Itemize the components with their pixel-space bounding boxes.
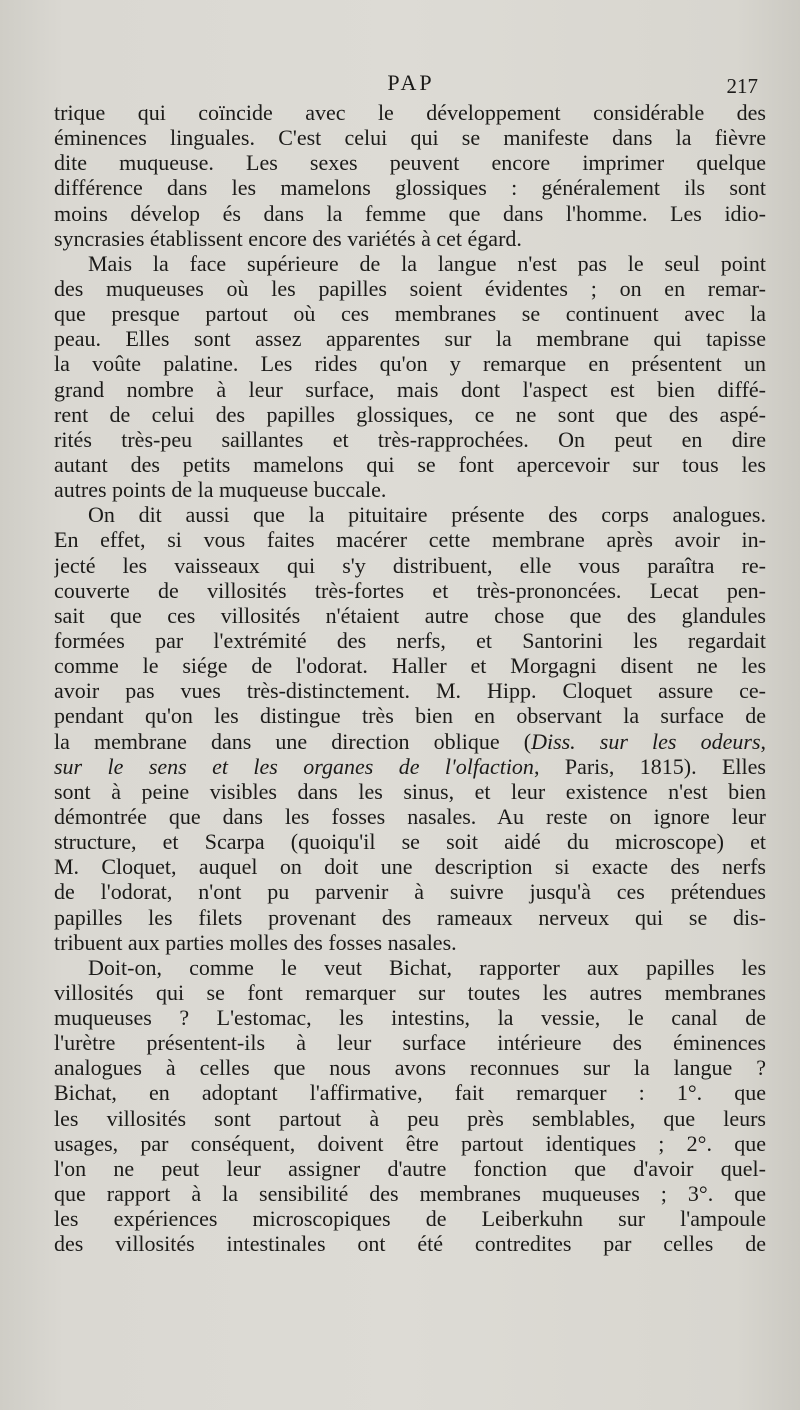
line-text: villosités qui se font remarquer sur toutes les autres membranes bbox=[54, 979, 766, 1005]
text-line bbox=[54, 351, 766, 376]
line-text: éminences linguales. C'est celui qui se manifeste dans la fièvre bbox=[54, 125, 766, 151]
line-text: les expériences microscopiques de Leiberkuhn sur l'ampoule bbox=[54, 1206, 766, 1232]
text-line bbox=[54, 251, 766, 276]
text-line bbox=[54, 201, 766, 226]
text-line bbox=[54, 1080, 766, 1105]
line-text: autres points de la muqueuse buccale. bbox=[54, 477, 387, 503]
line-text: l'on ne peut leur assigner d'autre fonction que d'avoir quel- bbox=[54, 1155, 766, 1181]
text-line bbox=[54, 326, 766, 351]
text-line bbox=[54, 1131, 766, 1156]
text-line bbox=[54, 1231, 766, 1256]
text-line bbox=[54, 854, 766, 879]
line-text: comme le siége de l'odorat. Haller et Morgagni disent ne les bbox=[54, 653, 766, 679]
line-text: la voûte palatine. Les rides qu'on y remarque en présentent un bbox=[54, 351, 766, 377]
line-text: grand nombre à leur surface, mais dont l'aspect est bien diffé- bbox=[54, 376, 766, 402]
line-text: démontrée que dans les fosses nasales. Au reste on ignore leur bbox=[54, 803, 766, 829]
text-line bbox=[54, 502, 766, 527]
text-line bbox=[54, 779, 766, 804]
line-text: pendant qu'on les distingue très bien en observant la surface de bbox=[54, 703, 766, 729]
line-text: rent de celui des papilles glossiques, ce ne sont que des aspé- bbox=[54, 401, 766, 427]
line-text: différence dans les mamelons glossiques : généralement ils sont bbox=[54, 175, 766, 201]
text-line bbox=[54, 125, 766, 150]
line-text: sait que ces villosités n'étaient autre chose que des glandules bbox=[54, 602, 766, 628]
text-line bbox=[54, 1005, 766, 1030]
text-line bbox=[54, 603, 766, 628]
line-text: On dit aussi que la pituitaire présente des corps analogues. bbox=[88, 502, 766, 528]
line-text: papilles les filets provenant des rameaux nerveux qui se dis- bbox=[54, 904, 766, 930]
line-text: analogues à celles que nous avons reconnues sur la langue ? bbox=[54, 1055, 766, 1081]
text-line bbox=[54, 452, 766, 477]
line-text: trique qui coïncide avec le développement considérable des bbox=[54, 100, 766, 125]
running-head: PAP bbox=[387, 70, 435, 95]
line-text: En effet, si vous faites macérer cette membrane après avoir in- bbox=[54, 527, 766, 553]
line-text: structure, et Scarpa (quoiqu'il se soit aidé du microscope) et bbox=[54, 829, 766, 855]
line-text: peau. Elles sont assez apparentes sur la membrane qui tapisse bbox=[54, 326, 766, 352]
line-italic-text: sur le sens et les organes de l'olfaction bbox=[54, 753, 534, 779]
page-number: 217 bbox=[726, 74, 758, 98]
text-line bbox=[54, 955, 766, 980]
text-line bbox=[54, 1030, 766, 1055]
line-text: que rapport à la sensibilité des membranes muqueuses ; 3°. que bbox=[54, 1181, 766, 1207]
text-line bbox=[54, 1055, 766, 1080]
text-line bbox=[54, 226, 766, 251]
text-line bbox=[54, 276, 766, 301]
text-line bbox=[54, 980, 766, 1005]
text-line bbox=[54, 1106, 766, 1131]
text-line bbox=[54, 829, 766, 854]
line-text: M. Cloquet, auquel on doit une description si exacte des nerfs bbox=[54, 854, 766, 880]
text-line bbox=[54, 804, 766, 829]
text-line bbox=[54, 175, 766, 200]
text-line bbox=[54, 905, 766, 930]
text-line bbox=[54, 879, 766, 904]
text-line bbox=[54, 402, 766, 427]
line-text: de l'odorat, n'ont pu parvenir à suivre jusqu'à ces prétendues bbox=[54, 879, 766, 905]
line-text: la membrane dans une direction oblique ( bbox=[54, 728, 532, 754]
line-text: couverte de villosités très-fortes et très-prononcées. Lecat pen- bbox=[54, 577, 766, 603]
text-line bbox=[54, 553, 766, 578]
line-trailing-text: , bbox=[760, 728, 766, 754]
line-text: moins dévelop és dans la femme que dans l'homme. Les idio- bbox=[54, 200, 766, 226]
line-text: formées par l'extrémité des nerfs, et Santorini les regardait bbox=[54, 627, 766, 653]
line-italic-text: Diss. sur les odeurs bbox=[531, 728, 761, 754]
text-line bbox=[54, 427, 766, 452]
text-line bbox=[54, 703, 766, 728]
line-text: autant des petits mamelons qui se font apercevoir sur tous les bbox=[54, 451, 766, 477]
line-trailing-text: , Paris, 1815). Elles bbox=[533, 753, 766, 779]
line-text: tribuent aux parties molles des fosses nasales. bbox=[54, 929, 457, 955]
line-text: Doit-on, comme le veut Bichat, rapporter aux papilles les bbox=[88, 954, 766, 980]
line-text: que presque partout où ces membranes se continuent avec la bbox=[54, 301, 766, 327]
line-text: des villosités intestinales ont été contredites par celles de bbox=[54, 1231, 766, 1257]
text-line bbox=[54, 301, 766, 326]
line-text: muqueuses ? L'estomac, les intestins, la vessie, le canal de bbox=[54, 1005, 766, 1031]
line-text: l'urètre présentent-ils à leur surface intérieure des éminences bbox=[54, 1030, 766, 1056]
body-text bbox=[54, 100, 766, 1256]
text-line bbox=[54, 578, 766, 603]
text-line bbox=[54, 377, 766, 402]
line-text: Mais la face supérieure de la langue n'est pas le seul point bbox=[88, 250, 766, 276]
line-text: syncrasies établissent encore des variétés à cet égard. bbox=[54, 225, 522, 251]
text-line bbox=[54, 527, 766, 552]
text-line bbox=[54, 100, 766, 125]
text-line bbox=[54, 653, 766, 678]
line-text: jecté les vaisseaux qui s'y distribuent, elle vous paraîtra re- bbox=[54, 552, 766, 578]
line-text: sont à peine visibles dans les sinus, et leur existence n'est bien bbox=[54, 778, 766, 804]
line-text: dite muqueuse. Les sexes peuvent encore imprimer quelque bbox=[54, 150, 766, 176]
line-text: usages, par conséquent, doivent être partout identiques ; 2°. que bbox=[54, 1130, 766, 1156]
text-line bbox=[54, 1181, 766, 1206]
text-line bbox=[54, 477, 766, 502]
line-text: rités très-peu saillantes et très-rapprochées. On peut en dire bbox=[54, 426, 766, 452]
line-text: avoir pas vues très-distinctement. M. Hipp. Cloquet assure ce- bbox=[54, 678, 766, 704]
text-line bbox=[54, 628, 766, 653]
text-line bbox=[54, 1206, 766, 1231]
line-text: des muqueuses où les papilles soient évidentes ; on en remar- bbox=[54, 275, 766, 301]
text-line bbox=[54, 930, 766, 955]
text-line bbox=[54, 150, 766, 175]
text-line bbox=[54, 678, 766, 703]
text-line bbox=[54, 754, 766, 779]
line-text: Bichat, en adoptant l'affirmative, fait remarquer : 1°. que bbox=[54, 1080, 766, 1106]
line-text: les villosités sont partout à peu près semblables, que leurs bbox=[54, 1105, 766, 1131]
text-line bbox=[54, 1156, 766, 1181]
text-line bbox=[54, 729, 766, 754]
